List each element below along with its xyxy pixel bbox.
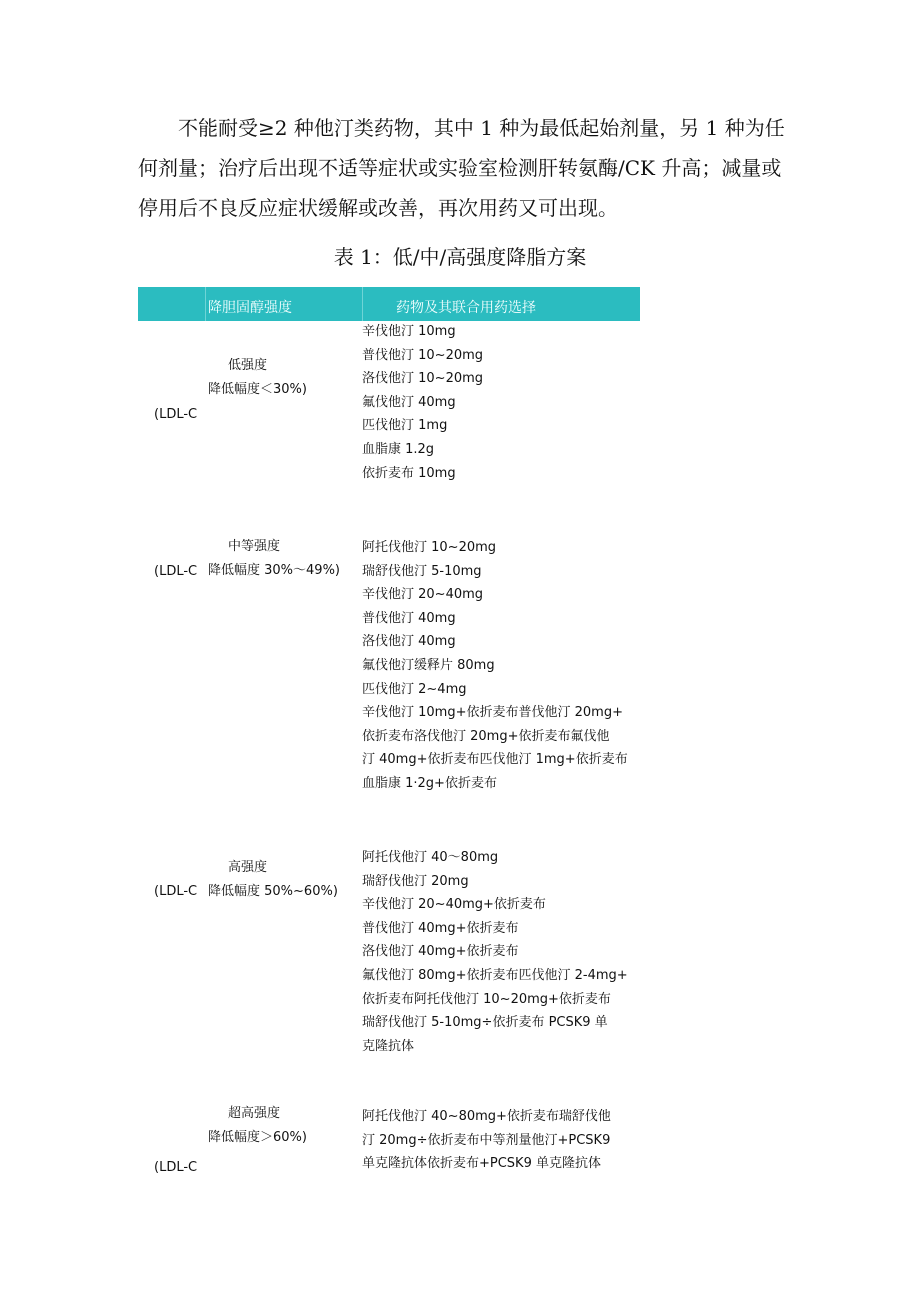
drug-item: 辛伐他汀 10mg bbox=[362, 324, 456, 339]
drug-item: 依折麦布 10mg bbox=[362, 465, 456, 481]
ldl-label: (LDL-C bbox=[154, 884, 198, 899]
ldl-label: (LDL-C bbox=[154, 564, 198, 579]
drug-item: 氟伐他汀 80mg+依折麦布匹伐他汀 2-4mg+ bbox=[362, 967, 628, 983]
header-drugs: 药物及其联合用药选择 bbox=[396, 300, 536, 316]
table-header-row bbox=[138, 287, 640, 321]
drug-item: 依折麦布洛伐他汀 20mg+依折麦布氟伐他 bbox=[362, 728, 610, 744]
intensity-cell bbox=[208, 354, 307, 401]
drug-item: 阿托伐他汀 40～80mg bbox=[362, 850, 499, 865]
intensity-range: 降低幅度 30%～49%) bbox=[208, 562, 340, 578]
drug-item: 阿托伐他汀 40~80mg+依折麦布瑞舒伐他 bbox=[362, 1109, 611, 1124]
ldl-label: (LDL-C bbox=[154, 1160, 198, 1175]
drug-item: 辛伐他汀 10mg+依折麦布普伐他汀 20mg+ bbox=[362, 705, 623, 721]
drug-item: 瑞舒伐他汀 5-10mg bbox=[362, 563, 482, 579]
drug-item: 依折麦布阿托伐他汀 10~20mg+依折麦布 bbox=[362, 991, 611, 1007]
intensity-title: 低强度 bbox=[228, 358, 268, 373]
intensity-range: 降低幅度 50%~60%) bbox=[208, 883, 338, 899]
intro-paragraph bbox=[138, 108, 788, 228]
drug-item: 阿托伐他汀 10~20mg bbox=[362, 540, 497, 555]
drug-item: 普伐他汀 10~20mg bbox=[362, 347, 484, 363]
header-divider bbox=[362, 287, 363, 321]
intensity-range: 降低幅度＞60%) bbox=[208, 1129, 307, 1145]
drug-item: 单克隆抗体依折麦布+PCSK9 单克隆抗体 bbox=[362, 1156, 601, 1172]
intensity-range: 降低幅度＜30%) bbox=[208, 381, 307, 397]
drug-item: 汀 40mg+依折麦布匹伐他汀 1mg+依折麦布 bbox=[362, 752, 628, 768]
drug-item: 辛伐他汀 20~40mg+依折麦布 bbox=[362, 897, 546, 913]
header-divider bbox=[205, 287, 206, 321]
intensity-title: 高强度 bbox=[228, 860, 268, 875]
drug-item: 汀 20mg÷依折麦布中等剂量他汀+PCSK9 bbox=[362, 1132, 611, 1148]
paragraph-line: 不能耐受≥2 种他汀类药物，其中 1 种为最低起始剂量，另 1 种为任 bbox=[178, 116, 785, 140]
paragraph-line: 停用后不良反应症状缓解或改善，再次用药又可出现。 bbox=[138, 196, 618, 220]
drug-item: 克隆抗体 bbox=[362, 1038, 415, 1054]
header-intensity: 降胆固醇强度 bbox=[208, 300, 292, 316]
intensity-title: 超高强度 bbox=[228, 1106, 281, 1121]
intensity-cell bbox=[208, 535, 340, 582]
drug-item: 洛伐他汀 10~20mg bbox=[362, 371, 484, 387]
drug-item: 辛伐他汀 20~40mg bbox=[362, 587, 484, 603]
drug-item: 普伐他汀 40mg bbox=[362, 610, 456, 626]
drug-list bbox=[362, 846, 628, 1058]
drug-item: 匹伐他汀 2~4mg bbox=[362, 681, 467, 697]
drug-item: 瑞舒伐他汀 20mg bbox=[362, 873, 469, 889]
table-caption: 表 1：低/中/高强度降脂方案 bbox=[333, 245, 587, 269]
drug-item: 血脂康 1·2g+依折麦布 bbox=[362, 775, 497, 791]
drug-item: 血脂康 1.2g bbox=[362, 441, 435, 457]
drug-item: 氟伐他汀缓释片 80mg bbox=[362, 657, 495, 673]
drug-item: 洛伐他汀 40mg+依折麦布 bbox=[362, 944, 519, 960]
intensity-cell bbox=[208, 1102, 307, 1149]
drug-list bbox=[362, 1105, 611, 1176]
drug-list bbox=[362, 320, 483, 485]
drug-list bbox=[362, 536, 628, 796]
ldl-label: (LDL-C bbox=[154, 407, 198, 422]
drug-item: 氟伐他汀 40mg bbox=[362, 394, 456, 410]
paragraph-line: 何剂量；治疗后出现不适等症状或实验室检测肝转氨酶/CK 升高；减量或 bbox=[138, 156, 782, 180]
drug-item: 普伐他汀 40mg+依折麦布 bbox=[362, 920, 519, 936]
drug-item: 瑞舒伐他汀 5-10mg÷依折麦布 PCSK9 单 bbox=[362, 1015, 608, 1031]
drug-item: 洛伐他汀 40mg bbox=[362, 634, 456, 650]
intensity-cell bbox=[208, 856, 338, 903]
drug-item: 匹伐他汀 1mg bbox=[362, 418, 448, 434]
intensity-title: 中等强度 bbox=[228, 539, 281, 554]
